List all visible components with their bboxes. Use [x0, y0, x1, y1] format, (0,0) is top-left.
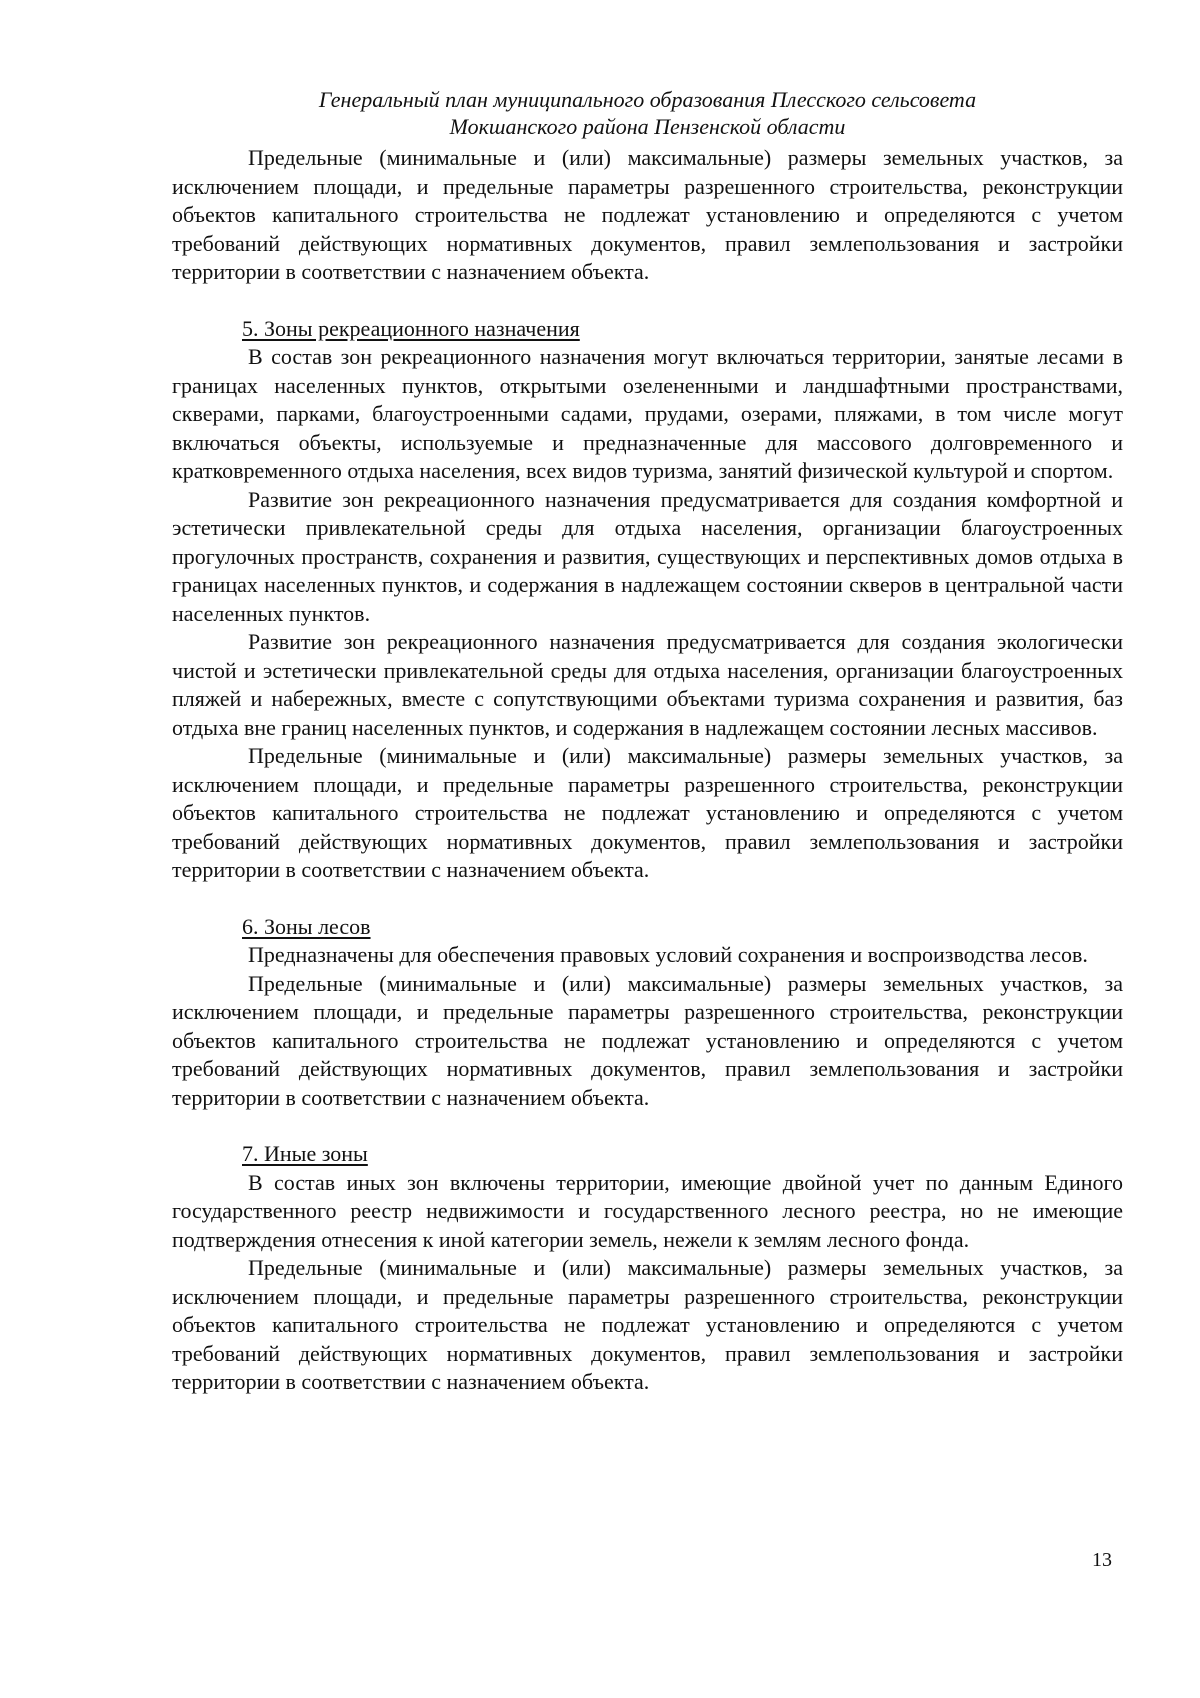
section-5-paragraph-3: Развитие зон рекреационного назначения предусматривается для создания экологически чистой и эстетически привлекательной среды для отдыха населения, организации благоустроенных пляжей и набережных, вместе с сопутствующими объектами туризма сохранения и развития, баз отдыха вне границ населенных пунктов, и содержания в надлежащем состоянии лесных массивов. [172, 629, 1123, 740]
section-7-heading-text: 7. Иные зоны [242, 1141, 368, 1166]
section-6-paragraph-2: Предельные (минимальные и (или) максимальные) размеры земельных участков, за исключением площади, и предельные параметры разрешенного строительства, реконструкции объектов капитального строительства не подлежат установлению и определяются с учетом требований действующих нормативных документов, правил землепользования и застройки территории в соответствии с назначением объекта. [172, 970, 1123, 1110]
header-line-2: Мокшанского района Пензенской области [449, 114, 846, 139]
section-5-paragraph-1: В состав зон рекреационного назначения могут включаться территории, занятые лесами в границах населенных пунктов, открытыми озелененными и ландшафтными пространствами, скверами, парками, благоустроенными садами, прудами, озерами, пляжами, в том числе могут включаться объекты, используемые и предназначенные для массового долговременного и кратковременного отдыха населения, всех видов туризма, занятий физической культурой и спортом. [172, 344, 1123, 483]
section-6-heading-text: 6. Зоны лесов [242, 913, 371, 939]
section-7-paragraph-1: В состав иных зон включены территории, имеющие двойной учет по данным Единого государственного реестр недвижимости и государственного лесного реестра, но не имеющие подтверждения отнесения к иной категории земель, нежели к землям лесного фонда. [172, 1169, 1123, 1252]
section-7-paragraph-2: Предельные (минимальные и (или) максимальные) размеры земельных участков, за исключением площади, и предельные параметры разрешенного строительства, реконструкции объектов капитального строительства не подлежат установлению и определяются с учетом требований действующих нормативных документов, правил землепользования и застройки территории в соответствии с назначением объекта. [172, 1255, 1123, 1394]
spacer [172, 1112, 1123, 1140]
section-5-paragraph-2: Развитие зон рекреационного назначения предусматривается для создания комфортной и эстетически привлекательной среды для отдыха населения, организации благоустроенных прогулочных пространств, сохранения и развития, существующих и перспективных домов отдыха в границах населенных пунктов, и содержания в надлежащем состоянии скверов в центральной части населенных пунктов. [172, 486, 1123, 626]
section-6-paragraph-1: Предназначены для обеспечения правовых условий сохранения и воспроизводства лесов. [248, 942, 1088, 967]
document-body [172, 144, 1123, 1397]
header-line-1: Генеральный план муниципального образования Плесского сельсовета [318, 87, 977, 112]
section-5-paragraph-4: Предельные (минимальные и (или) максимальные) размеры земельных участков, за исключением площади, и предельные параметры разрешенного строительства, реконструкции объектов капитального строительства не подлежат установлению и определяются с учетом требований действующих нормативных документов, правил землепользования и застройки территории в соответствии с назначением объекта. [172, 743, 1123, 882]
section-5-heading [172, 315, 1123, 344]
page-header [172, 86, 1123, 140]
page-number: 13 [1092, 1549, 1112, 1571]
section-5-heading-text: 5. Зоны рекреационного назначения [242, 315, 580, 341]
intro-paragraph: Предельные (минимальные и (или) максимальные) размеры земельных участков, за исключением площади, и предельные параметры разрешенного строительства, реконструкции объектов капитального строительства не подлежат установлению и определяются с учетом требований действующих нормативных документов, правил землепользования и застройки территории в соответствии с назначением объекта. [172, 145, 1123, 284]
section-6-heading [172, 913, 1123, 942]
spacer [172, 287, 1123, 315]
spacer [172, 885, 1123, 913]
section-7-heading [172, 1140, 1123, 1169]
